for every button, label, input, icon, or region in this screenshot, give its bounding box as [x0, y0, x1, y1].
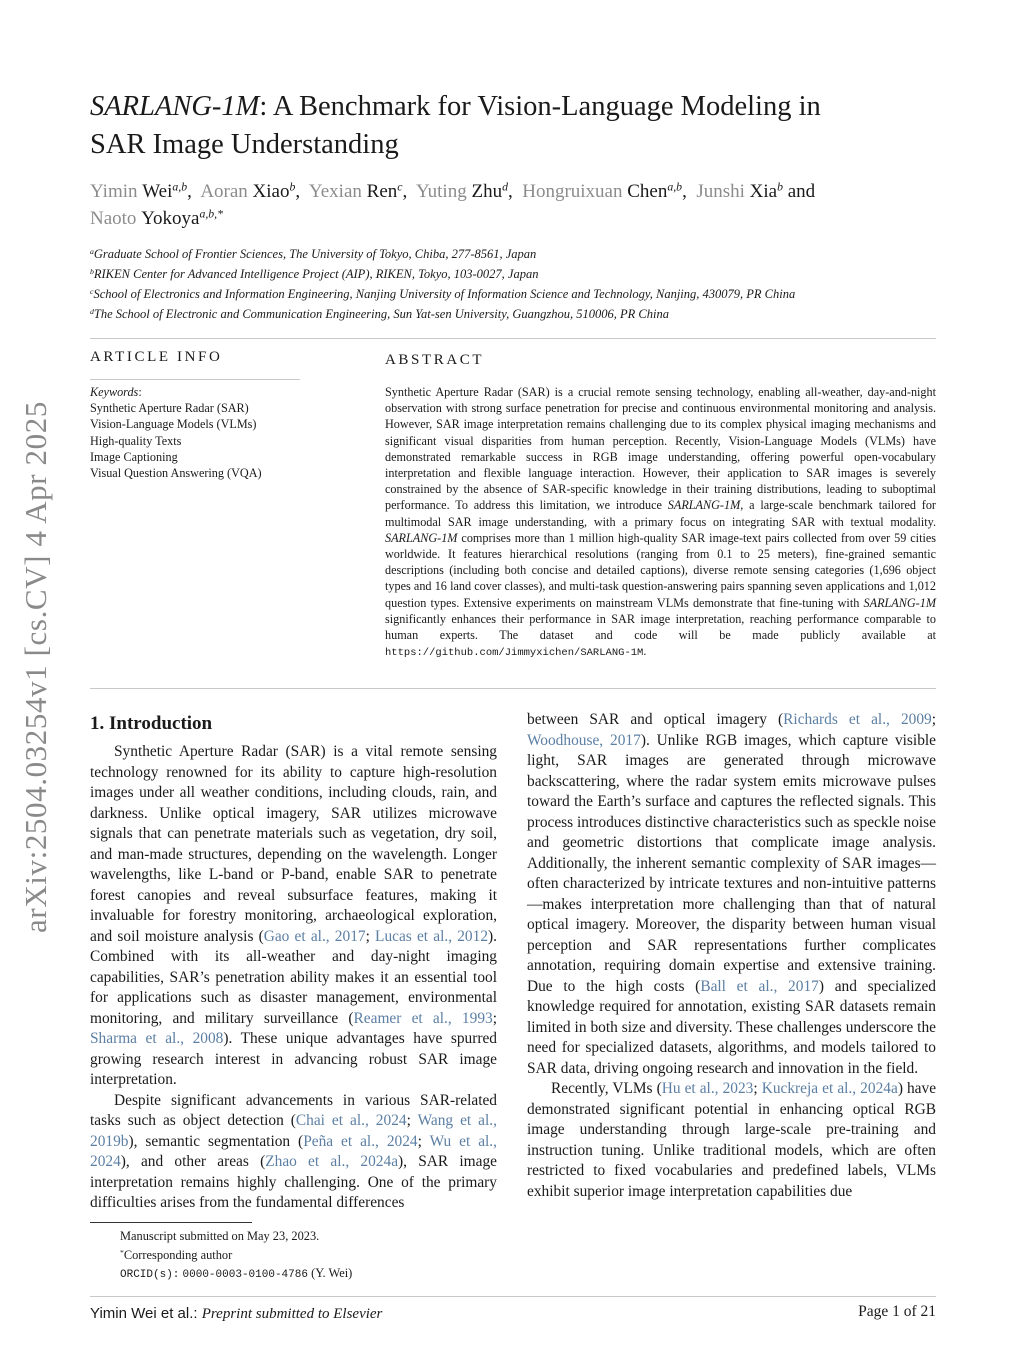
affiliation: $^a$Graduate School of Frontier Sciences, The University of Tokyo, Chiba, 277-8561, Japan	[90, 246, 537, 261]
citation-link[interactable]: Gao et al., 2017	[263, 927, 366, 945]
keyword: Vision-Language Models (VLMs)	[90, 417, 257, 432]
citation-link[interactable]: Lucas et al., 2012	[375, 927, 489, 945]
divider-footer	[90, 1296, 936, 1297]
paragraph: Synthetic Aperture Radar (SAR) is a vital remote sensing technology renowned for its ability to capture high-resolution images under all weather conditions, including clouds, rain, and darkness. Unlike optical imagery, SAR utilizes microwave signals that can penetrate materials such as vegetation, dry soil, and man-made structures, depending on the wavelength. Longer wavelengths, like L-band or P-band, enable SAR to penetrate forest canopies and reveal subsurface features, making it invaluable for forestry monitoring, archaeological exploration, and soil moisture analysis (Gao et al., 2017; Lucas et al., 2012). Combined with its all-weather and day-night imaging capabilities, SAR’s penetration ability makes it an essential tool for applications such as disaster management, environmental monitoring, and military surveillance (Reamer et al., 1993; Sharma et al., 2008). These unique advantages have spurred growing research interest in advancing robust SAR image interpretation.	[90, 743, 498, 1088]
page-number: Page 1 of 21	[858, 1303, 936, 1320]
footnote-corresponding: *Corresponding author	[120, 1247, 233, 1262]
divider-abstract	[90, 688, 936, 689]
author: Junshi Xia$^b$	[696, 180, 783, 202]
keyword: Synthetic Aperture Radar (SAR)	[90, 401, 249, 416]
citation-link[interactable]: Ball et al., 2017	[700, 977, 819, 995]
footnote-orcid: ORCID(s): 0000-0003-0100-4786 (Y. Wei)	[120, 1266, 353, 1281]
footnote-rule	[90, 1222, 252, 1223]
affiliation: $^d$The School of Electronic and Communication Engineering, Sun Yat-sen University, Guangzhou, 510006, PR China	[90, 306, 669, 321]
divider-article-info	[90, 379, 300, 380]
paragraph: between SAR and optical imagery (Richards et al., 2009; Woodhouse, 2017). Unlike RGB images, which capture visible light, SAR images are generated through microwave backscattering, where the radar system emits microwave pulses toward the Earth’s surface and captures the reflected signals. This process introduces distinctive characteristics such as speckle noise and geometric distortions that complicate image analysis. Additionally, the inherent semantic complexity of SAR images—often characterized by intricate textures and non-intuitive patterns—makes interpretation more challenging than that of natural optical imagery. Moreover, the disparity between human visual perception and SAR representations further complicates annotation, requiring domain expertise and extensive training. Due to the high costs (Ball et al., 2017) and specialized knowledge required for annotation, existing SAR datasets remain limited in both size and diversity. These challenges underscore the need for specialized datasets, algorithms, and models tailored to SAR data, driving ongoing research and innovation in the field.	[527, 711, 937, 1077]
affiliations	[90, 244, 950, 324]
citation-link[interactable]: Hu et al., 2023	[661, 1080, 754, 1097]
body-column-right	[527, 710, 936, 1202]
citation-link[interactable]: Zhao et al., 2024a	[265, 1153, 399, 1170]
body-column-left	[90, 742, 497, 1214]
citation-link[interactable]: Wang et al., 2019b	[90, 1112, 497, 1150]
abstract-text: Synthetic Aperture Radar (SAR) is a crucial remote sensing technology, enabling all-weather, day-and-night observation with strong surface penetration for precise and continuous environmental monitoring and analysis. However, SAR image interpretation remains challenging due to its complex physical imaging mechanisms and significant visual disparities from human perception. Recently, Vision-Language Models (VLMs) have demonstrated remarkable success in RGB image understanding, offering powerful open-vocabulary interpretation and flexible language interaction. However, their application to SAR images is severely constrained by the absence of SAR-specific knowledge in their training distributions, leading to suboptimal performance. To address this limitation, we introduce SARLANG-1M, a large-scale benchmark tailored for multimodal SAR image understanding, with a primary focus on integrating SAR with textual modality. SARLANG-1M comprises more than 1 million high-quality SAR image-text pairs collected from over 59 cities worldwide. It features hierarchical resolutions (ranging from 0.1 to 25 meters), fine-grained semantic descriptions (including both concise and detailed captions), diverse remote sensing categories (1,696 object types and 16 land cover classes), and multi-task question-answering pairs spanning seven applications and 1,012 question types. Extensive experiments on mainstream VLMs demonstrate that fine-tuning with SARLANG-1M significantly enhances their performance in SAR image interpretation, reaching performance comparable to human experts. The dataset and code will be made publicly available at https://github.com/Jimmyxichen/SARLANG-1M.	[385, 385, 936, 660]
citation-link[interactable]: Kuckreja et al., 2024a	[761, 1080, 898, 1097]
author: Yimin Wei$^{a,b}$	[90, 180, 188, 202]
citation-link[interactable]: Sharma et al., 2008	[90, 1030, 224, 1047]
author-list: Yimin Wei$^{a,b}$, Aoran Xiao$^b$, Yexian Ren$^c$, Yuting Zhu$^d$, Hongruixuan Chen$^{a,b}$, Junshi Xia$^b$ and Naoto Yokoya$^{a,b,*}$	[90, 180, 816, 229]
title-rest: : A Benchmark for Vision-Language Modeling in	[259, 91, 821, 122]
author: Yexian Ren$^c$	[308, 180, 403, 202]
authors-and: and	[787, 181, 816, 202]
citation-link[interactable]: Peña et al., 2024	[303, 1132, 418, 1150]
abstract-heading: ABSTRACT	[385, 352, 485, 368]
author: Naoto Yokoya$^{a,b,*}$	[90, 207, 223, 229]
affiliation: $^b$RIKEN Center for Advanced Intelligence Project (AIP), RIKEN, Tokyo, 103-0027, Japan	[90, 266, 539, 281]
citation-link[interactable]: Chai et al., 2024	[295, 1112, 407, 1129]
citation-link[interactable]: Wu et al., 2024	[90, 1132, 497, 1170]
article-info-heading: ARTICLE INFO	[90, 349, 223, 365]
citation-link[interactable]: Richards et al., 2009	[783, 711, 932, 728]
citation-link[interactable]: Woodhouse, 2017	[527, 731, 641, 749]
footer-left: Yimin Wei et al.: Preprint submitted to Elsevier	[90, 1305, 383, 1322]
footnotes	[120, 1227, 352, 1285]
footnote-submitted: Manuscript submitted on May 23, 2023.	[120, 1229, 320, 1243]
keywords-label: Keywords	[90, 385, 139, 399]
paragraph: Recently, VLMs (Hu et al., 2023; Kuckreja et al., 2024a) have demonstrated significant potential in enhancing optical RGB image understanding through large-scale pre-training and instruction tuning. Unlike traditional models, which are often restricted to fixed vocabularies and predefined labels, VLMs exhibit superior image interpretation capabilities due	[527, 1080, 937, 1200]
keyword: Visual Question Answering (VQA)	[90, 466, 262, 481]
author: Aoran Xiao$^b$	[200, 180, 296, 202]
author: Hongruixuan Chen$^{a,b}$	[522, 180, 683, 202]
keywords-block: Keywords: Synthetic Aperture Radar (SAR) Vision-Language Models (VLMs) High-quality Texts Image Captioning Visual Question Answering (VQA)	[90, 384, 300, 481]
section-heading: 1. Introduction	[90, 713, 213, 734]
affiliation: $^c$School of Electronics and Information Engineering, Nanjing University of Information Science and Technology, Nanjing, 430079, PR China	[90, 286, 796, 301]
title-name: SARLANG-1M	[90, 91, 260, 122]
paragraph: Despite significant advancements in various SAR-related tasks such as object detection (Chai et al., 2024; Wang et al., 2019b), semantic segmentation (Peña et al., 2024; Wu et al., 2024), and other areas (Zhao et al., 2024a), SAR image interpretation remains highly challenging. One of the primary difficulties arises from the fundamental differences	[90, 1091, 497, 1211]
citation-link[interactable]: Reamer et al., 1993	[353, 1009, 493, 1027]
keyword: High-quality Texts	[90, 433, 182, 448]
dataset-link[interactable]: https://github.com/Jimmyxichen/SARLANG-1M	[385, 647, 644, 660]
author: Yuting Zhu$^d$	[416, 180, 508, 202]
title-line2: SAR Image Understanding	[90, 129, 399, 160]
paper-title	[90, 88, 950, 164]
keyword: Image Captioning	[90, 449, 178, 464]
divider-top	[90, 338, 936, 339]
arxiv-stamp: arXiv:2504.03254v1 [cs.CV] 4 Apr 2025	[18, 401, 53, 933]
